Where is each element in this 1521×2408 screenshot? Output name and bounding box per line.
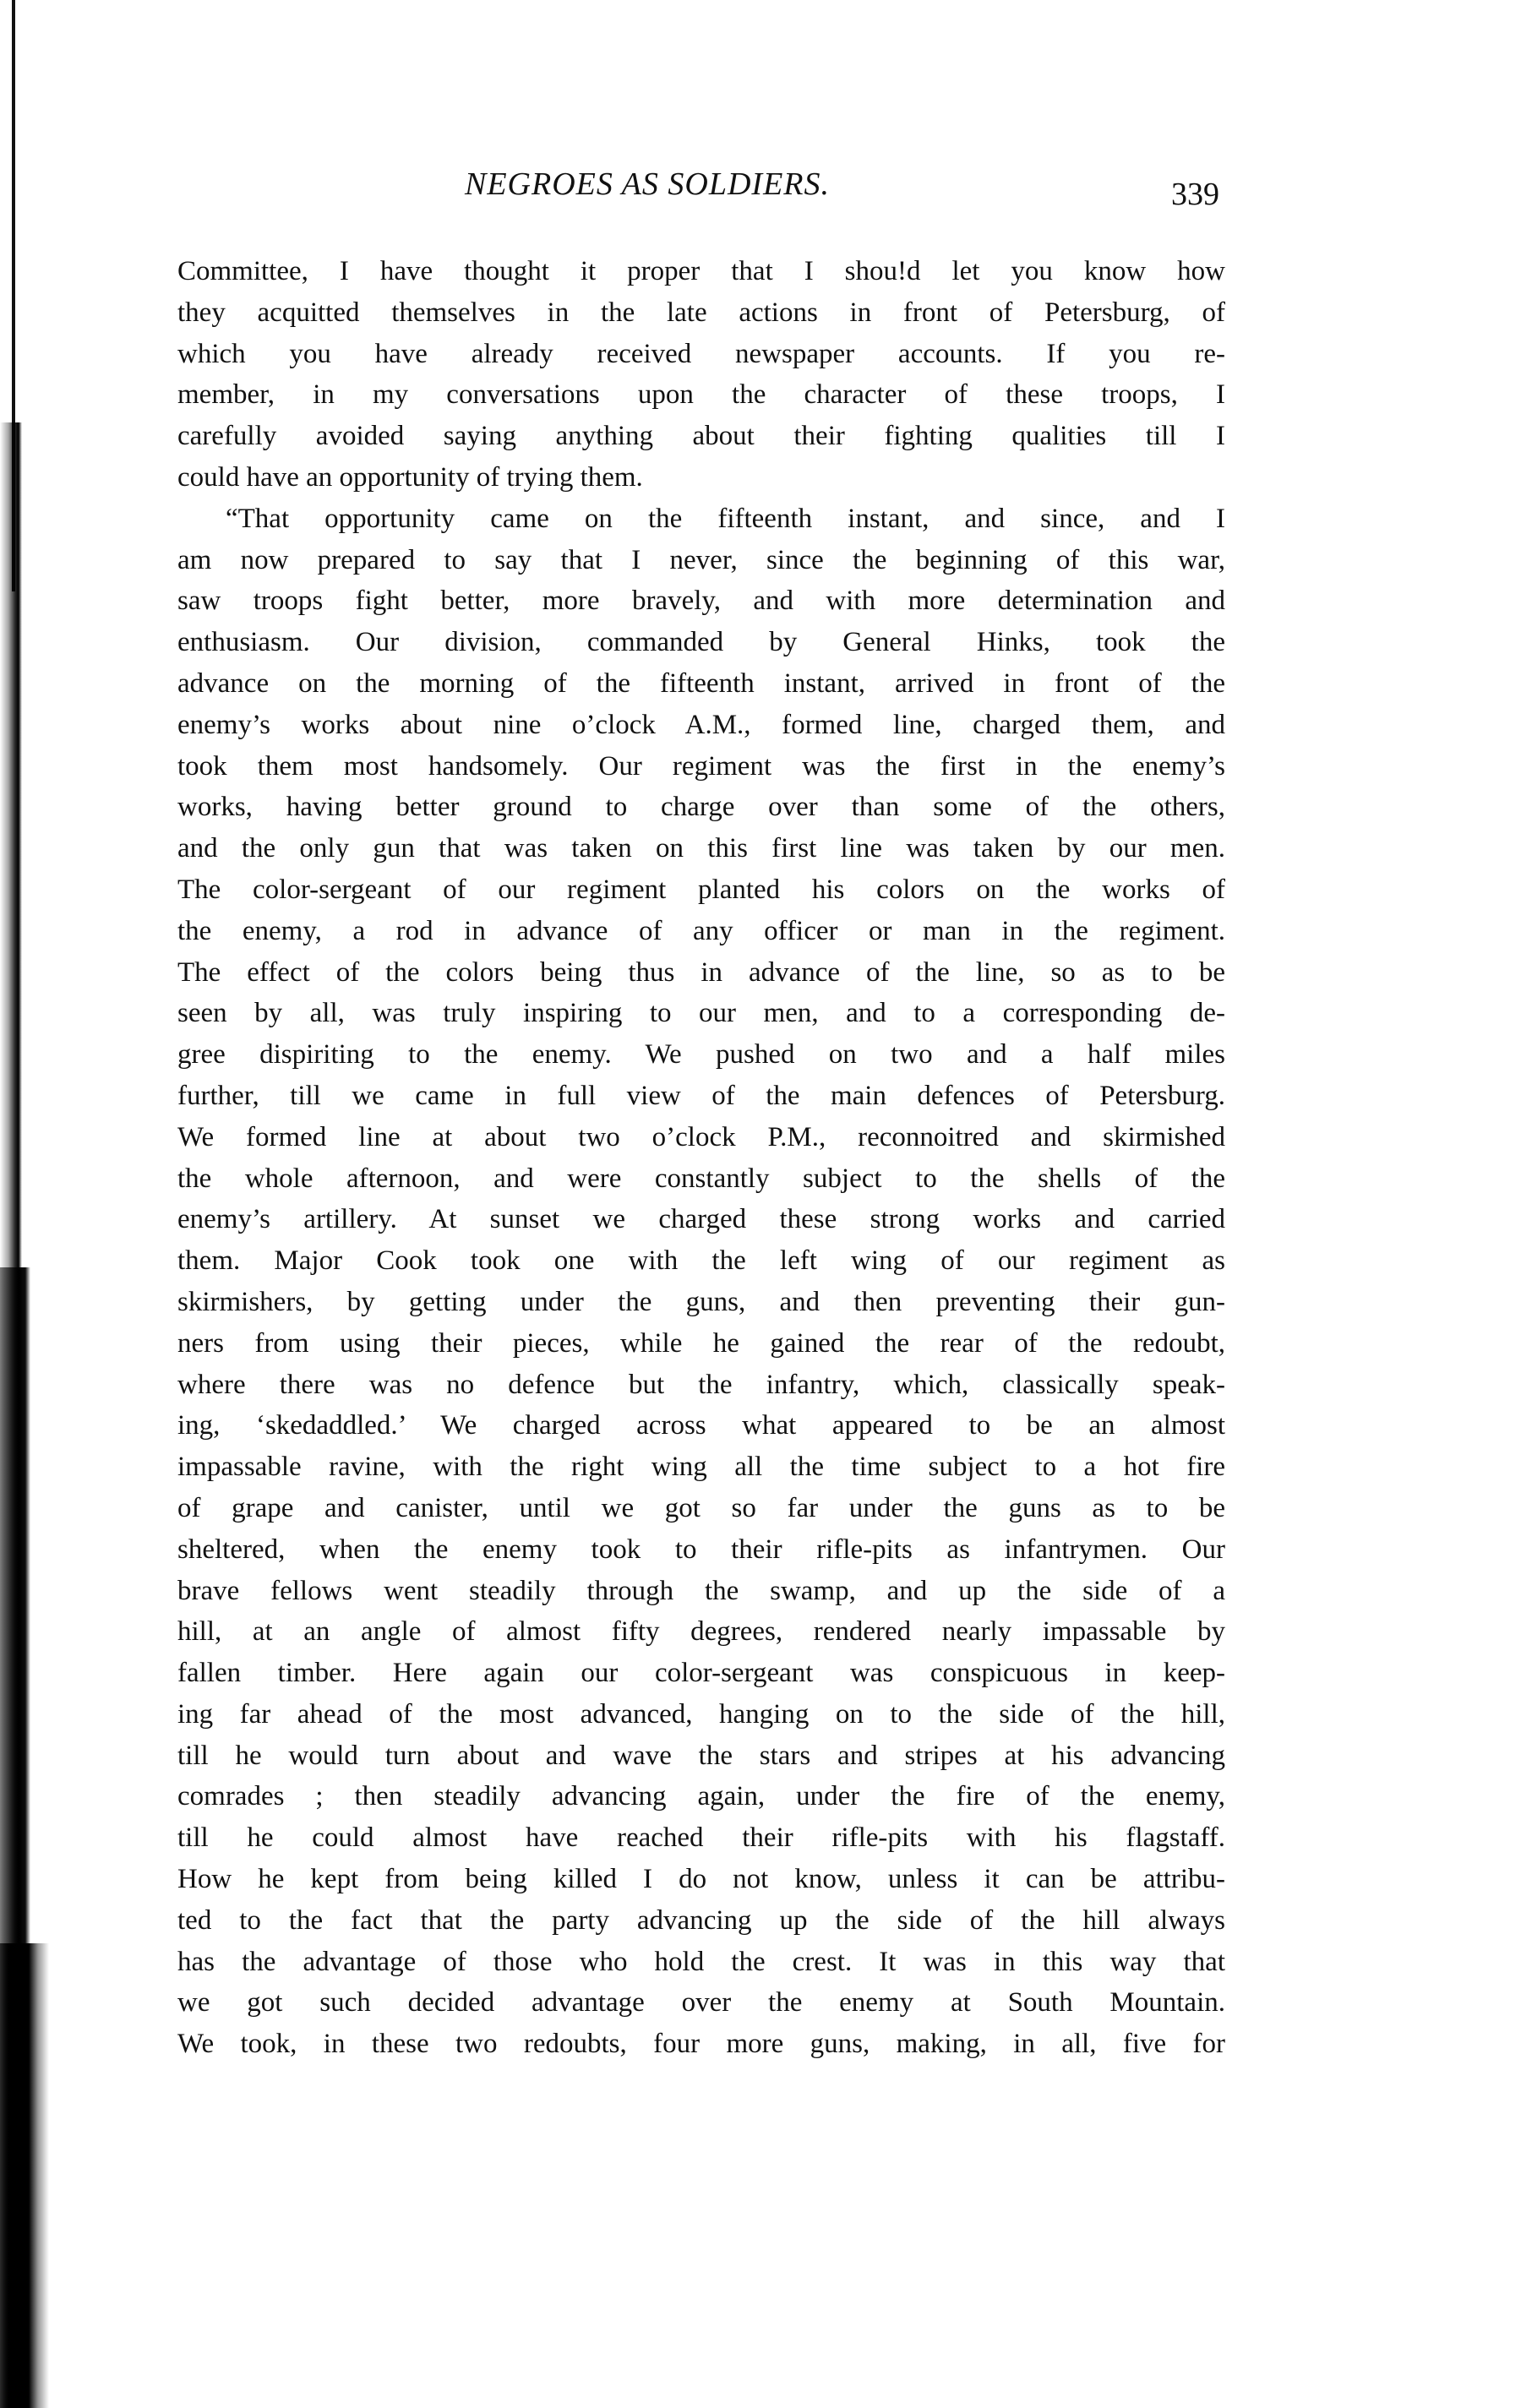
text-line: and the only gun that was taken on this first line was taken by our men.: [177, 833, 1225, 864]
text-line: where there was no defence but the infantry, which, classically speak-: [177, 1369, 1225, 1400]
text-line: advance on the morning of the fifteenth instant, arrived in front of the: [177, 667, 1225, 699]
text-line: could have an opportunity of trying them.: [177, 461, 643, 493]
paragraph-2: [177, 498, 1225, 2065]
text-line: enthusiasm. Our division, commanded by General Hinks, took the: [177, 627, 1225, 658]
text-line: which you have already received newspaper accounts. If you re-: [177, 338, 1225, 369]
page-body: [177, 251, 1225, 2065]
text-line: the enemy, a rod in advance of any officer or man in the regiment.: [177, 915, 1225, 946]
text-line: works, having better ground to charge over than some of the others,: [177, 792, 1225, 823]
text-line: impassable ravine, with the right wing all the time subject to a hot fire: [177, 1452, 1225, 1483]
text-line: ners from using their pieces, while he gained the rear of the redoubt,: [177, 1327, 1225, 1359]
text-line: am now prepared to say that I never, since the beginning of this war,: [177, 544, 1225, 575]
text-line: brave fellows went steadily through the swamp, and up the side of a: [177, 1575, 1225, 1606]
text-line: has the advantage of those who hold the crest. It was in this way that: [177, 1946, 1225, 1977]
paragraph-1: [177, 251, 1225, 498]
text-line: “That opportunity came on the fifteenth instant, and since, and I: [226, 503, 1225, 534]
text-line: The color-sergeant of our regiment planted his colors on the works of: [177, 874, 1225, 905]
text-line: the whole afternoon, and were constantly subject to the shells of the: [177, 1163, 1225, 1194]
text-line: of grape and canister, until we got so far under the guns as to be: [177, 1492, 1225, 1523]
text-line: them. Major Cook took one with the left wing of our regiment as: [177, 1245, 1225, 1277]
text-line: took them most handsomely. Our regiment was the first in the enemy’s: [177, 750, 1225, 782]
text-line: skirmishers, by getting under the guns, and then preventing their gun-: [177, 1286, 1225, 1317]
page-number: 339: [1171, 177, 1219, 212]
text-line: enemy’s artillery. At sunset we charged these strong works and carried: [177, 1204, 1225, 1235]
scan-binding-shadow-bottom: [0, 1943, 59, 2408]
text-line: member, in my conversations upon the character of these troops, I: [177, 379, 1225, 411]
text-line: How he kept from being killed I do not know, unless it can be attribu-: [177, 1864, 1225, 1895]
text-line: enemy’s works about nine o’clock A.M., formed line, charged them, and: [177, 709, 1225, 740]
text-line: ing, ‘skedaddled.’ We charged across what appeared to be an almost: [177, 1410, 1225, 1441]
text-line: hill, at an angle of almost fifty degrees, rendered nearly impassable by: [177, 1616, 1225, 1648]
text-line: ing far ahead of the most advanced, hanging on to the side of the hill,: [177, 1698, 1225, 1730]
text-line: fallen timber. Here again our color-sergeant was conspicuous in keep-: [177, 1658, 1225, 1689]
text-line: gree dispiriting to the enemy. We pushed on two and a half miles: [177, 1039, 1225, 1071]
text-line: we got such decided advantage over the enemy at South Mountain.: [177, 1987, 1225, 2018]
text-line: further, till we came in full view of the main defences of Petersburg.: [177, 1080, 1225, 1111]
text-line: ted to the fact that the party advancing up the side of the hill always: [177, 1904, 1225, 1936]
text-line: We took, in these two redoubts, four more guns, making, in all, five for: [177, 2029, 1225, 2060]
text-line: comrades ; then steadily advancing again, under the fire of the enemy,: [177, 1781, 1225, 1812]
text-line: till he would turn about and wave the stars and stripes at his advancing: [177, 1740, 1225, 1771]
running-head-title: NEGROES AS SOLDIERS.: [465, 166, 830, 202]
text-line: sheltered, when the enemy took to their rifle-pits as infantrymen. Our: [177, 1534, 1225, 1565]
text-line: they acquitted themselves in the late actions in front of Petersburg, of: [177, 297, 1225, 328]
text-line: The effect of the colors being thus in advance of the line, so as to be: [177, 956, 1225, 988]
text-line: seen by all, was truly inspiring to our men, and to a corresponding de-: [177, 998, 1225, 1029]
text-line: carefully avoided saying anything about their fighting qualities till I: [177, 421, 1225, 452]
text-line: till he could almost have reached their rifle-pits with his flagstaff.: [177, 1822, 1225, 1854]
text-line: Committee, I have thought it proper that I shou!d let you know how: [177, 256, 1225, 286]
text-line: We formed line at about two o’clock P.M., reconnoitred and skirmished: [177, 1121, 1225, 1152]
text-line: saw troops fight better, more bravely, and with more determination and: [177, 586, 1225, 617]
